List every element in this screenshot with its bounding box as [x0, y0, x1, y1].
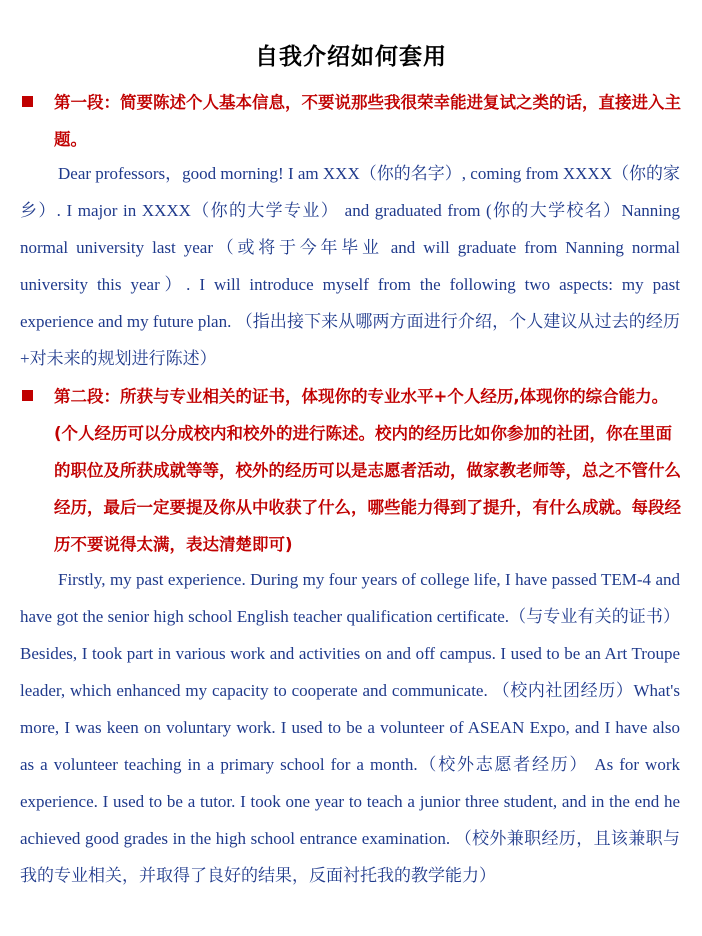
section-2-heading: 第二段：所获与专业相关的证书，体现你的专业水平+个人经历,体现你的综合能力。(个人经历可以分成校内和校外的进行陈述。校内的经历比如你参加的社团，你在里面的职位及所获成就等等，校外的经历可以是志愿者活动，做家教老师等，总之不管什么经历，最后一定要提及你从中收获了什么，哪些能力得到了提升，有什么成就。每段经历不要说得太满，表达清楚即可) [54, 387, 681, 554]
page-title: 自我介绍如何套用 [255, 44, 447, 70]
square-bullet-icon [22, 390, 33, 401]
section-1-body: Dear professors，good morning! I am XXX（你的名字）, coming from XXXX（你的家乡）. I major in XXXX（你的大学专业） and graduated from (你的大学校名）Nanning normal university last year（或将于今年毕业 and will graduate from Nanning normal university this year）. I will introduce myself from the following two aspects: my past experience and my future plan. （指出接下来从哪两方面进行介绍，个人建议从过去的经历+对未来的规划进行陈述） [20, 164, 680, 368]
square-bullet-icon [22, 96, 33, 107]
section-1-heading: 第一段：简要陈述个人基本信息，不要说那些我很荣幸能进复试之类的话，直接进入主题。 [54, 93, 681, 149]
section-2-body: Firstly, my past experience. During my four years of college life, I have passed TEM-4 and have got the senior high school English teacher qualification certificate.（与专业有关的证书）Besides, I took part in various work and activities on and off campus. I used to be an Art Troupe leader, which enhanced my capacity to cooperate and communicate. （校内社团经历）What's more, I was keen on voluntary work. I used to be a volunteer of ASEAN Expo, and I have also as a volunteer teaching in a primary school for a month.（校外志愿者经历） As for work experience. I used to be a tutor. I took one year to teach a junior three student, and in the end he achieved good grades in the high school entrance examination. （校外兼职经历，且该兼职与我的专业相关，并取得了良好的结果，反面衬托我的教学能力） [20, 570, 680, 885]
